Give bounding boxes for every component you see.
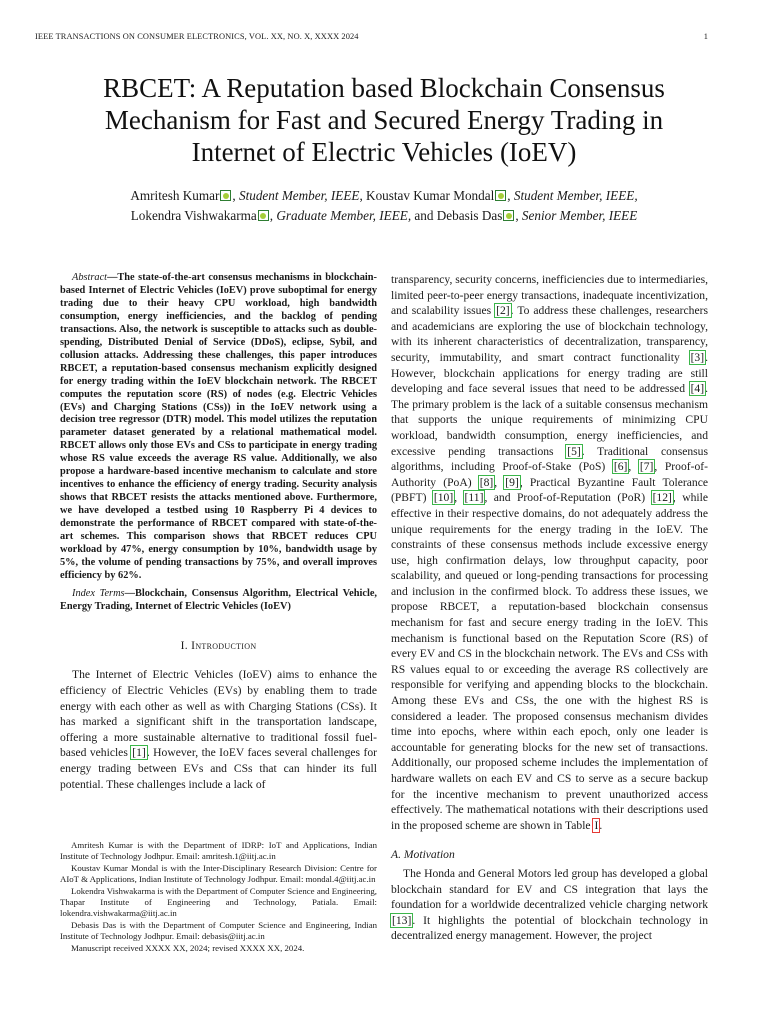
citation-link[interactable]: [12] — [652, 491, 672, 505]
section-heading: I. Introduction — [180, 638, 257, 652]
intro-paragraph-continued: transparency, security concerns, inefficiencies due to intermediaries, limited peer-to-peer energy transactions, inadequate incentivization, and scalability issues [2]. To address these challenges, researchers and academicians are exploring the use of blockchain technology, with its inherent characteristics of decentralization, transparency, security, immutability, and smart contract functionality [3]. However, blockchain applications for energy trading are still developing and face several issues that need to be addressed [4]. The primary problem is the lack of a suitable consensus mechanism that supports the unique requirements of minimizing CPU workload, bandwidth consumption, energy inefficiencies, and excessive pending transactions [5]. Traditional consensus algorithms, including Proof-of-Stake (PoS) [6], [7], Proof-of-Authority (PoA) [8], [9], Practical Byzantine Fault Tolerance (PBFT) [10], [11], and Proof-of-Reputation (PoR) [12], while effective in their respective domains, do not adequately address the unique requirements for the energy trading in the IoEV. The constraints of these consensus methods include excessive energy use, high confirmation delays, low throughput capacity, poor scalability, and queued or long-pending transactions for processing and inclusion in the confirmed block. To address these issues, we propose RBCET, a reputation-based blockchain consensus mechanism for fast and secure energy trading in the IoEV. This mechanism is functional based on the Reputation Score (RS) of every EV and CS in the blockchain network. The EVs and CSs with RS values equal to or exceeding the average RS collectively are responsible for verifying and appending blocks to the blockchain. Among these EVs and CSs, the one with the highest RS is considered a leader. The proposed consensus mechanism divides time into epochs, where within each epoch, only one leader is accountable for generating blocks for the new set of transactions. Additionally, our proposed scheme includes the implementation of hardware wallets on each EV and CS to serve as a secure backup for the incentive mechanism to prevent unauthorized access effectively. The mathematical notations with their descriptions used in the proposed scheme are shown in Table I. — [391, 273, 708, 832]
left-column — [60, 272, 377, 792]
footnote: Koustav Kumar Mondal is with the Inter-Disciplinary Research Division: Centre for AIoT & Applications, Indian Institute of Technology Jodhpur. Email: mondal.4@iitj.ac.in — [60, 862, 377, 885]
citation-link[interactable]: [4] — [690, 382, 705, 396]
orcid-icon[interactable] — [503, 210, 514, 221]
index-terms-label: Index Terms — [72, 587, 125, 599]
footnote: Amritesh Kumar is with the Department of IDRP: IoT and Applications, Indian Institute of Technology Jodhpur. Email: amritesh.1@iitj.ac.in — [60, 840, 377, 862]
orcid-icon[interactable] — [495, 190, 506, 201]
abstract — [60, 272, 377, 583]
author-membership: Student Member, IEEE — [238, 188, 360, 203]
orcid-icon[interactable] — [258, 210, 269, 221]
abstract-text: —The state-of-the-art consensus mechanisms in blockchain-based Internet of Electric Vehicles (IoEV) prove suboptimal for energy trading due to their heavy CPU workload, high bandwidth consumption, energy inefficiencies, and the backlog of pending transactions. Also, the network is susceptible to attacks such as double-spending, Distributed Denial of Service (DDoS), eclipse, Sybil, and collusion attacks. Addressing these challenges, this paper introduces RBCET, a reputation-based consensus mechanism explicitly designed for energy trading within the IoEV blockchain network. The RBCET computes the reputation score (RS) of nodes (e.g. Electric Vehicles (EVs) and Charging Stations (CSs)) in the IoEV network using a decision tree regressor (DTR) model. This model utilizes the reputation parameter dataset generated by a relational mathematical model. RBCET allows only those EVs and CSs to participate in energy trading whose RS value exceeds the average RS value. Additionally, we also propose a hardware-based incentive mechanism to calculate and store incentives to enhance the efficiency of energy trading. Security analysis shows that RBCET resists the attacks mentioned above. Furthermore, we have developed a testbed using 10 Raspberry Pi 4 devices to demonstrate the performance of RBCET compared with state-of-the-art schemes. This comparison shows that RBCET reduces CPU workload by 47%, energy consumption by 10%, bandwidth usage by 5%, the volume of pending transactions by 75%, and overall improves efficiency by 62%. — [60, 272, 377, 581]
manuscript-note: Manuscript received XXXX XX, 2024; revised XXXX XX, 2024. — [71, 942, 305, 953]
abstract-label: Abstract — [72, 272, 108, 283]
citation-link[interactable]: [11] — [464, 491, 484, 505]
author-list: Amritesh Kumar , Student Member, IEEE, Koustav Kumar Mondal , Student Member, IEEE, Lokendra Vishwakarma , Graduate Member, IEEE, and Debasis Das , Senior Member, IEEE — [130, 188, 638, 223]
journal-header: IEEE TRANSACTIONS ON CONSUMER ELECTRONICS, VOL. XX, NO. X, XXXX 2024 — [35, 32, 359, 41]
table-reference-link[interactable]: I — [594, 818, 599, 832]
intro-paragraph: The Internet of Electric Vehicles (IoEV) aims to enhance the efficiency of Electric Vehicles (EVs) by enabling them to trade energy with each other as well as with Charging Stations (CSs). It has marked a significant shift in the transportation landscape, offering a more sustainable alternative to traditional fossil fuel-based vehicles [1]. However, the IoEV faces several challenges for energy trading between EVs and CSs that can hinder its full potential. These challenges include a lack of — [60, 668, 377, 791]
subsection-title: Motivation — [403, 848, 455, 862]
title-line-1: RBCET: A Reputation based Blockchain Consensus — [103, 73, 665, 103]
author-membership: Student Member, IEEE, — [513, 188, 638, 203]
motivation-paragraph: The Honda and General Motors led group has developed a global blockchain standard for EV and CS integration that lays the foundation for a worldwide decentralized vehicle charging network [13]. It highlights the potential of blockchain technology in decentralized energy management. However, the project — [391, 866, 708, 943]
right-column — [391, 272, 708, 944]
citation-link[interactable]: [3] — [690, 350, 705, 364]
citation-link[interactable]: [10] — [433, 491, 454, 505]
author-name: Koustav Kumar Mondal — [366, 188, 495, 203]
citation-link[interactable]: [9] — [505, 475, 519, 489]
index-terms — [60, 588, 377, 614]
author-name: Debasis Das — [436, 208, 503, 223]
page-number: 1 — [703, 32, 708, 41]
title-line-3: Internet of Electric Vehicles (IoEV) — [191, 137, 577, 167]
footnote: Lokendra Vishwakarma is with the Department of Computer Science and Engineering, Thapar Institute of Engineering and Technology, Patiala. Email: lokendra.vishwakarma@iitj.ac.in — [60, 885, 377, 919]
author-name: Lokendra Vishwakarma — [130, 208, 257, 223]
citation-link[interactable]: [8] — [479, 475, 494, 489]
author-membership: Graduate Member, IEEE, — [276, 208, 412, 223]
footnote: Debasis Das is with the Department of Computer Science and Engineering, Indian Institute of Technology Jodhpur. Email: debasis@iitj.ac.in — [60, 919, 377, 942]
citation-link[interactable]: [1] — [132, 746, 146, 760]
author-name: Amritesh Kumar — [130, 188, 220, 203]
section-title: Introduction — [191, 638, 257, 652]
citation-link[interactable]: [2] — [496, 304, 510, 318]
orcid-icon[interactable] — [220, 190, 231, 201]
index-terms-text: —Blockchain, Consensus Algorithm, Electrical Vehicle, Energy Trading, Internet of Electric Vehicles (IoEV) — [60, 587, 377, 612]
running-head — [35, 32, 708, 44]
author-membership: Senior Member, IEEE — [521, 208, 638, 223]
citation-link[interactable]: [13] — [392, 913, 412, 927]
author-footnotes — [60, 840, 377, 954]
citation-link[interactable]: [6] — [613, 460, 628, 474]
paper-title — [20, 72, 748, 168]
title-line-2: Mechanism for Fast and Secured Energy Trading in — [104, 105, 664, 135]
citation-link[interactable]: [7] — [639, 460, 654, 474]
subsection-heading: A. Motivation — [391, 848, 455, 862]
citation-link[interactable]: [5] — [567, 444, 581, 458]
